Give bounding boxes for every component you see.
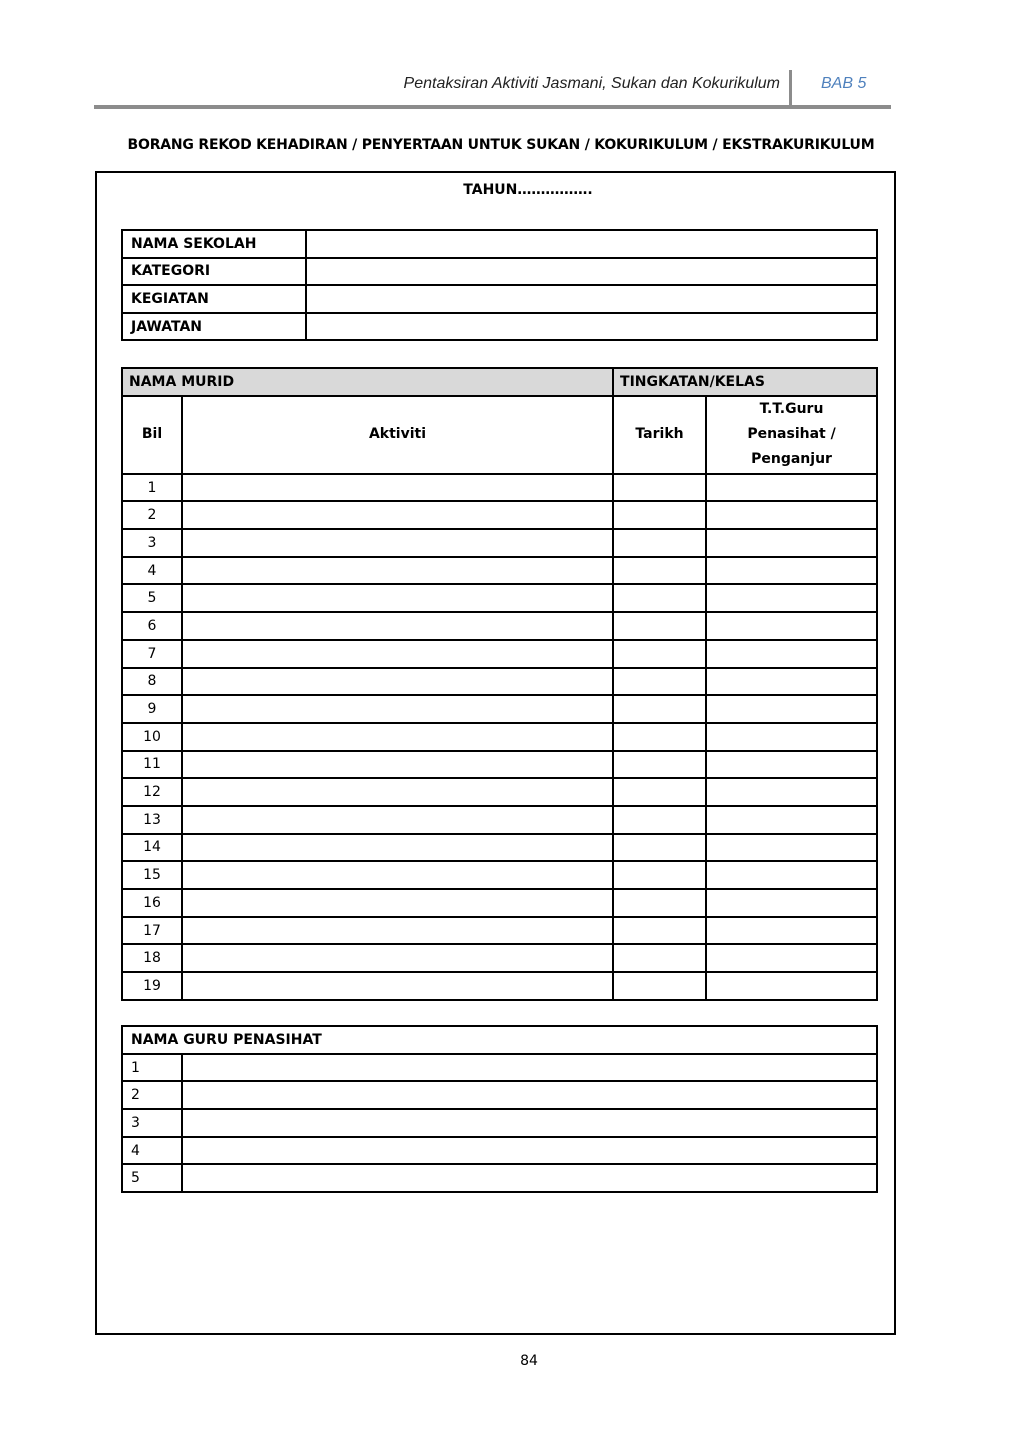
header-rule bbox=[94, 105, 891, 109]
row-number: 9 bbox=[122, 695, 182, 723]
table-row bbox=[122, 806, 877, 834]
column-header-row bbox=[122, 396, 877, 474]
date-cell[interactable] bbox=[613, 778, 706, 806]
table-row bbox=[122, 529, 877, 557]
date-cell[interactable] bbox=[613, 695, 706, 723]
activity-cell[interactable] bbox=[182, 501, 613, 529]
row-number: 7 bbox=[122, 640, 182, 668]
form-title: BORANG REKOD KEHADIRAN / PENYERTAAN UNTUK SUKAN / KOKURIKULUM / EKSTRAKURIKULUM bbox=[127, 137, 875, 153]
advisor-name-cell[interactable] bbox=[182, 1109, 877, 1137]
activity-field[interactable] bbox=[306, 285, 877, 313]
student-name-row bbox=[122, 368, 877, 396]
year-field[interactable]: TAHUN……………. bbox=[463, 182, 593, 198]
activity-cell[interactable] bbox=[182, 944, 613, 972]
table-row bbox=[122, 1054, 877, 1082]
activity-cell[interactable] bbox=[182, 557, 613, 585]
activity-cell[interactable] bbox=[182, 474, 613, 502]
date-cell[interactable] bbox=[613, 529, 706, 557]
signature-cell[interactable] bbox=[706, 723, 877, 751]
signature-cell[interactable] bbox=[706, 557, 877, 585]
school-name-field[interactable] bbox=[306, 230, 877, 258]
table-row bbox=[122, 944, 877, 972]
activity-cell[interactable] bbox=[182, 529, 613, 557]
row-number: 4 bbox=[122, 1137, 182, 1165]
info-row-position bbox=[122, 313, 877, 341]
row-number: 11 bbox=[122, 751, 182, 779]
signature-cell[interactable] bbox=[706, 584, 877, 612]
school-info-table bbox=[121, 229, 878, 341]
signature-cell[interactable] bbox=[706, 751, 877, 779]
row-number: 1 bbox=[122, 474, 182, 502]
running-header bbox=[96, 70, 891, 106]
date-cell[interactable] bbox=[613, 834, 706, 862]
date-cell[interactable] bbox=[613, 889, 706, 917]
info-label: KEGIATAN bbox=[122, 285, 306, 313]
date-cell[interactable] bbox=[613, 612, 706, 640]
row-number: 8 bbox=[122, 668, 182, 696]
activity-cell[interactable] bbox=[182, 972, 613, 1000]
date-cell[interactable] bbox=[613, 584, 706, 612]
activity-cell[interactable] bbox=[182, 584, 613, 612]
date-cell[interactable] bbox=[613, 723, 706, 751]
table-row bbox=[122, 1137, 877, 1165]
table-row bbox=[122, 1164, 877, 1192]
date-cell[interactable] bbox=[613, 917, 706, 945]
row-number: 18 bbox=[122, 944, 182, 972]
signature-header-line: Penasihat / bbox=[747, 426, 836, 443]
table-row bbox=[122, 612, 877, 640]
table-row bbox=[122, 695, 877, 723]
info-row-category bbox=[122, 258, 877, 286]
signature-cell[interactable] bbox=[706, 640, 877, 668]
advisor-table bbox=[121, 1025, 878, 1193]
table-row bbox=[122, 501, 877, 529]
activity-cell[interactable] bbox=[182, 612, 613, 640]
activity-cell[interactable] bbox=[182, 889, 613, 917]
table-row bbox=[122, 834, 877, 862]
class-label[interactable]: TINGKATAN/KELAS bbox=[613, 368, 877, 396]
row-number: 13 bbox=[122, 806, 182, 834]
activity-cell[interactable] bbox=[182, 917, 613, 945]
info-label: JAWATAN bbox=[122, 313, 306, 341]
signature-cell[interactable] bbox=[706, 972, 877, 1000]
activity-cell[interactable] bbox=[182, 723, 613, 751]
position-field[interactable] bbox=[306, 313, 877, 341]
activity-cell[interactable] bbox=[182, 861, 613, 889]
attendance-table bbox=[121, 367, 878, 1001]
row-number: 17 bbox=[122, 917, 182, 945]
row-number: 19 bbox=[122, 972, 182, 1000]
date-cell[interactable] bbox=[613, 806, 706, 834]
signature-cell[interactable] bbox=[706, 806, 877, 834]
advisor-name-cell[interactable] bbox=[182, 1137, 877, 1165]
activity-cell[interactable] bbox=[182, 778, 613, 806]
table-row bbox=[122, 751, 877, 779]
table-row bbox=[122, 640, 877, 668]
signature-cell[interactable] bbox=[706, 778, 877, 806]
date-cell[interactable] bbox=[613, 944, 706, 972]
signature-cell[interactable] bbox=[706, 501, 877, 529]
row-number: 2 bbox=[122, 501, 182, 529]
advisor-name-cell[interactable] bbox=[182, 1054, 877, 1082]
signature-cell[interactable] bbox=[706, 695, 877, 723]
date-cell[interactable] bbox=[613, 557, 706, 585]
table-row bbox=[122, 972, 877, 1000]
signature-cell[interactable] bbox=[706, 917, 877, 945]
table-row bbox=[122, 557, 877, 585]
info-label: KATEGORI bbox=[122, 258, 306, 286]
row-number: 2 bbox=[122, 1081, 182, 1109]
chapter-label: BAB 5 bbox=[821, 75, 867, 92]
activity-cell[interactable] bbox=[182, 640, 613, 668]
signature-cell[interactable] bbox=[706, 944, 877, 972]
table-row bbox=[122, 917, 877, 945]
advisor-name-cell[interactable] bbox=[182, 1164, 877, 1192]
row-number: 4 bbox=[122, 557, 182, 585]
row-number: 5 bbox=[122, 1164, 182, 1192]
row-number: 3 bbox=[122, 529, 182, 557]
activity-cell[interactable] bbox=[182, 695, 613, 723]
col-header-date: Tarikh bbox=[613, 396, 706, 474]
row-number: 16 bbox=[122, 889, 182, 917]
date-cell[interactable] bbox=[613, 861, 706, 889]
row-number: 12 bbox=[122, 778, 182, 806]
signature-cell[interactable] bbox=[706, 529, 877, 557]
row-number: 1 bbox=[122, 1054, 182, 1082]
col-header-no: Bil bbox=[122, 396, 182, 474]
row-number: 3 bbox=[122, 1109, 182, 1137]
row-number: 14 bbox=[122, 834, 182, 862]
signature-cell[interactable] bbox=[706, 834, 877, 862]
table-row bbox=[122, 1081, 877, 1109]
advisor-title-row bbox=[122, 1026, 877, 1054]
col-header-activity: Aktiviti bbox=[182, 396, 613, 474]
running-title: Pentaksiran Aktiviti Jasmani, Sukan dan Kokurikulum bbox=[403, 75, 780, 92]
date-cell[interactable] bbox=[613, 640, 706, 668]
info-row-activity bbox=[122, 285, 877, 313]
row-number: 5 bbox=[122, 584, 182, 612]
signature-cell[interactable] bbox=[706, 668, 877, 696]
activity-cell[interactable] bbox=[182, 834, 613, 862]
signature-cell[interactable] bbox=[706, 861, 877, 889]
date-cell[interactable] bbox=[613, 972, 706, 1000]
date-cell[interactable] bbox=[613, 668, 706, 696]
row-number: 6 bbox=[122, 612, 182, 640]
activity-cell[interactable] bbox=[182, 751, 613, 779]
activity-cell[interactable] bbox=[182, 668, 613, 696]
student-name-label[interactable]: NAMA MURID bbox=[122, 368, 613, 396]
table-row bbox=[122, 861, 877, 889]
table-row bbox=[122, 778, 877, 806]
date-cell[interactable] bbox=[613, 474, 706, 502]
info-row-school bbox=[122, 230, 877, 258]
category-field[interactable] bbox=[306, 258, 877, 286]
table-row bbox=[122, 723, 877, 751]
advisor-name-cell[interactable] bbox=[182, 1081, 877, 1109]
activity-cell[interactable] bbox=[182, 806, 613, 834]
table-row bbox=[122, 584, 877, 612]
table-row bbox=[122, 474, 877, 502]
page-number: 84 bbox=[520, 1353, 538, 1369]
table-row bbox=[122, 1109, 877, 1137]
header-divider bbox=[789, 70, 792, 108]
table-row bbox=[122, 668, 877, 696]
signature-cell[interactable] bbox=[706, 474, 877, 502]
table-row bbox=[122, 889, 877, 917]
row-number: 10 bbox=[122, 723, 182, 751]
date-cell[interactable] bbox=[613, 501, 706, 529]
advisor-title: NAMA GURU PENASIHAT bbox=[122, 1026, 877, 1054]
signature-header-line: T.T.Guru bbox=[759, 401, 824, 418]
col-header-signature bbox=[706, 396, 877, 474]
signature-cell[interactable] bbox=[706, 889, 877, 917]
row-number: 15 bbox=[122, 861, 182, 889]
date-cell[interactable] bbox=[613, 751, 706, 779]
signature-header-line: Penganjur bbox=[751, 451, 832, 468]
info-label: NAMA SEKOLAH bbox=[122, 230, 306, 258]
signature-cell[interactable] bbox=[706, 612, 877, 640]
